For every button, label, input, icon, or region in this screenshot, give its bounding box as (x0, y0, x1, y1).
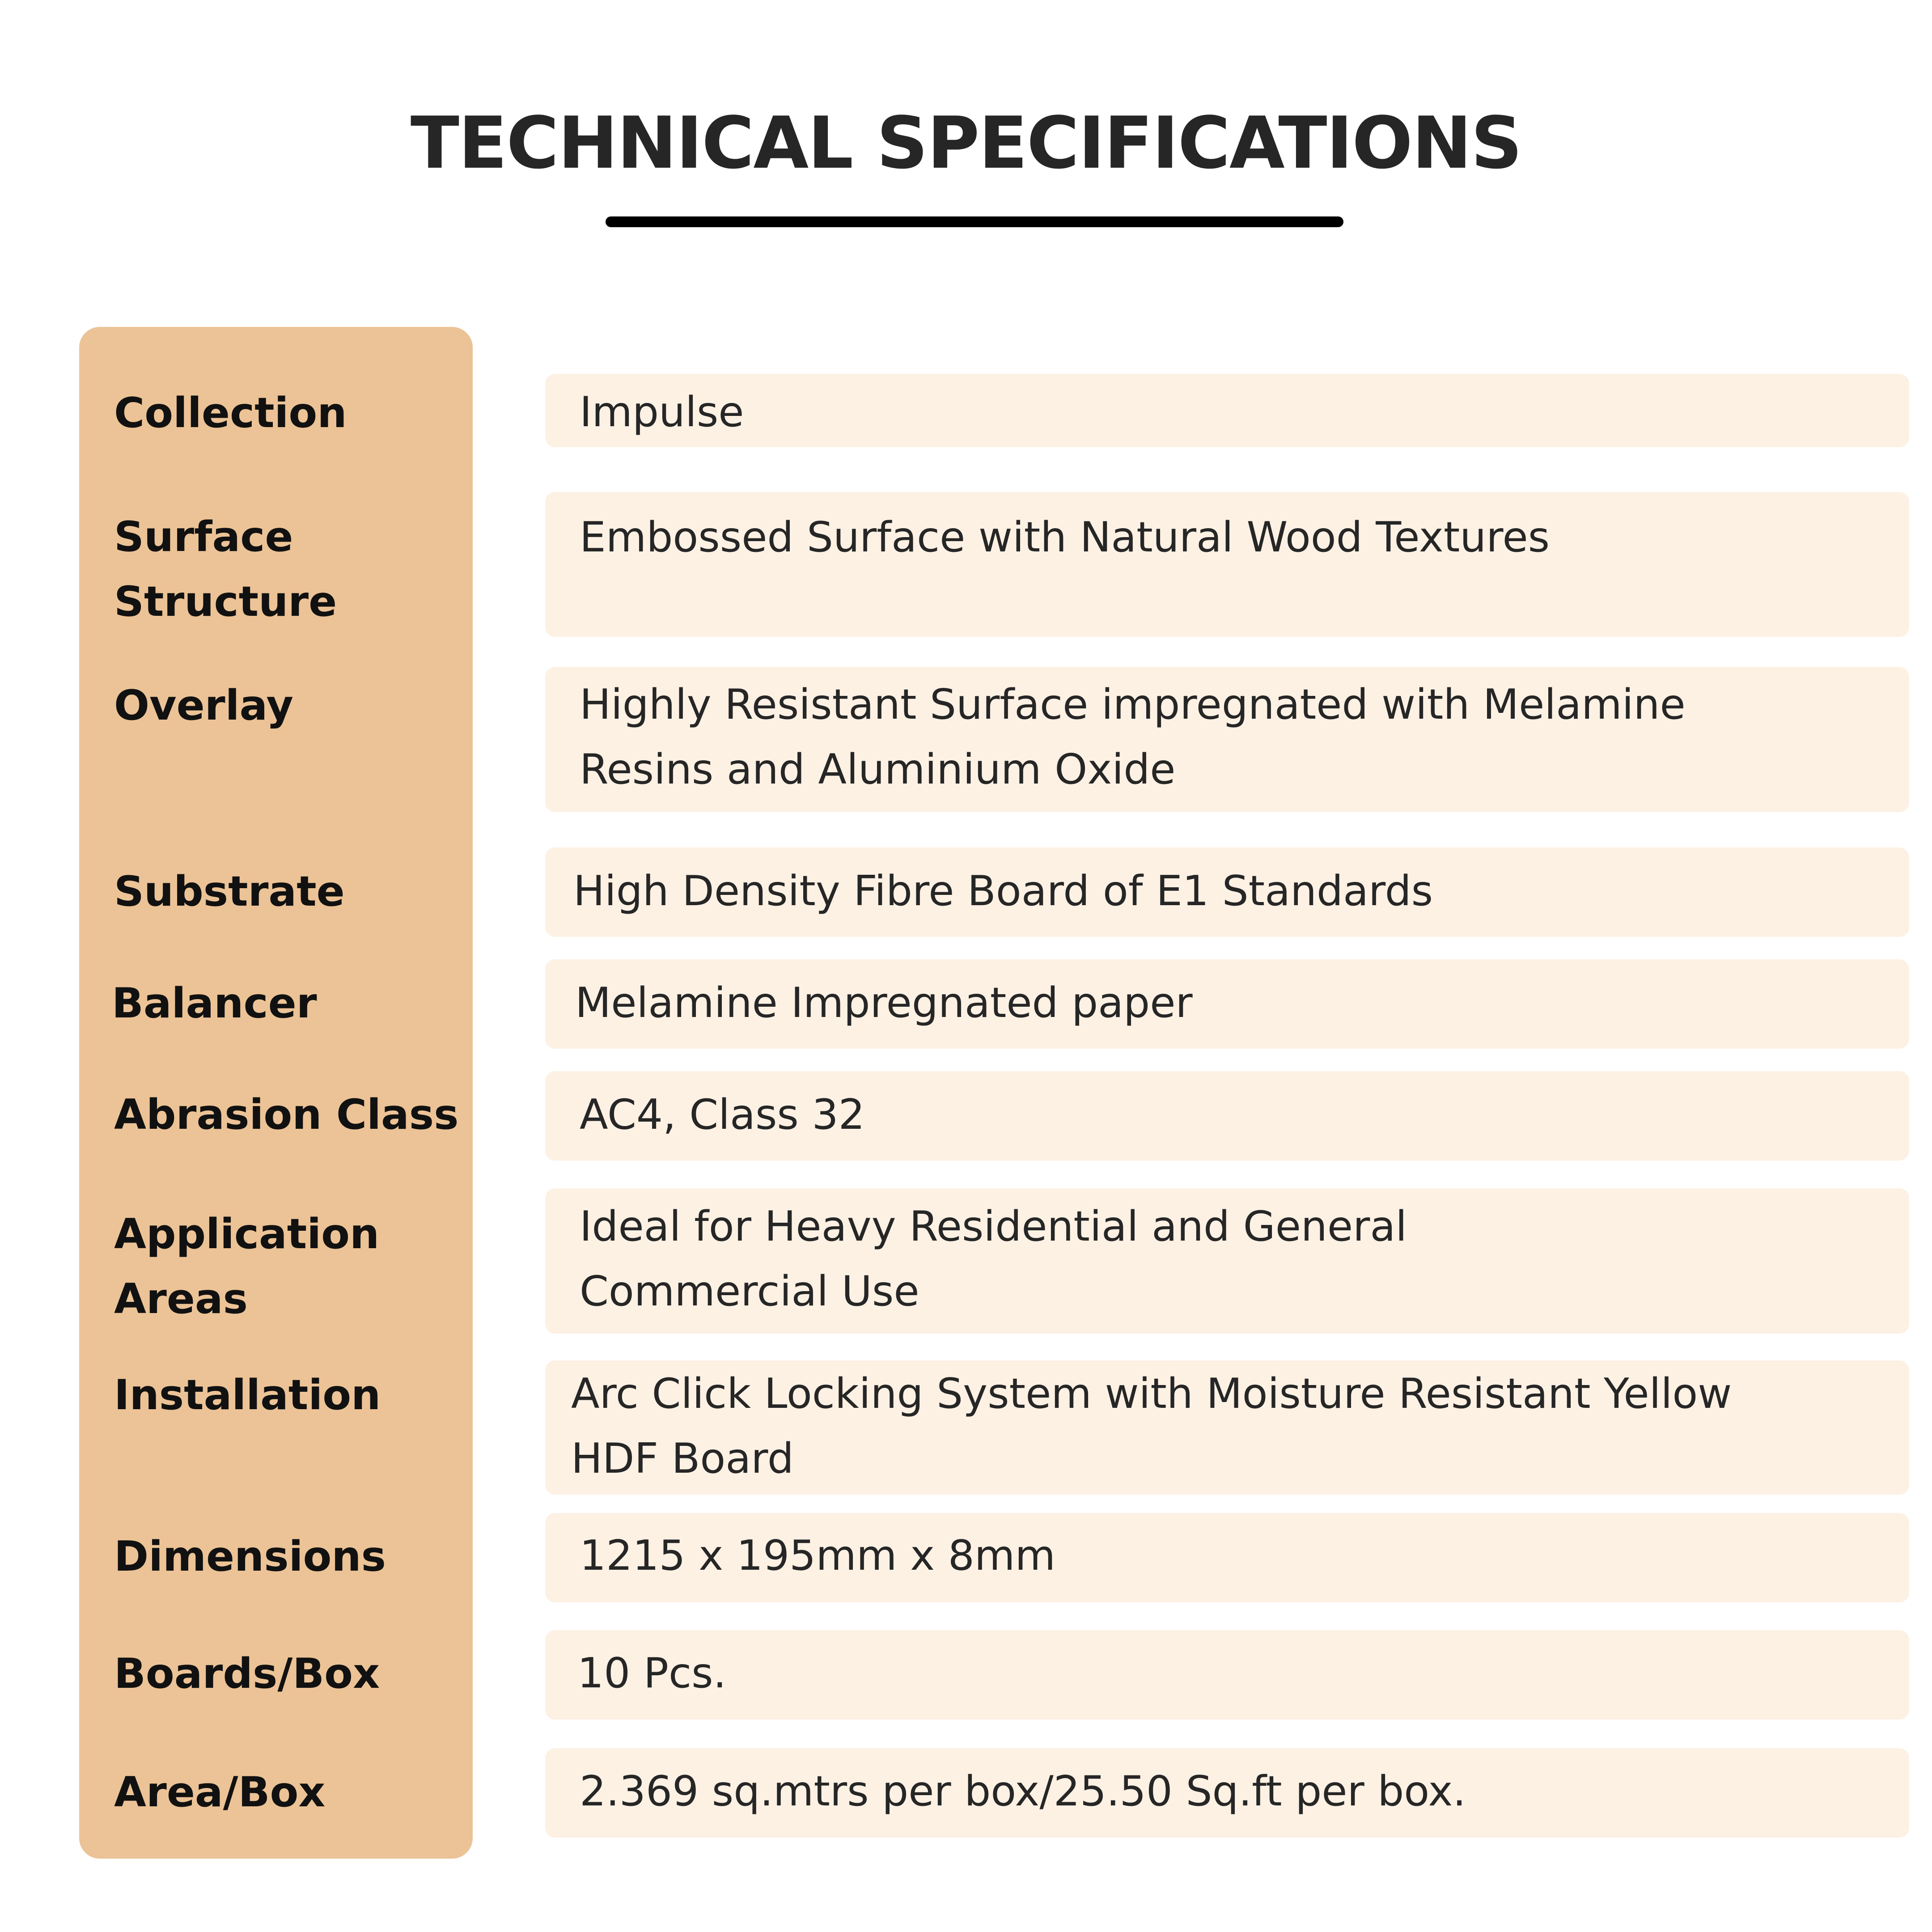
spec-value-abrasion-class: AC4, Class 32 (580, 1090, 865, 1139)
spec-value-application-areas: Ideal for Heavy Residential and General Commercial Use (580, 1202, 1407, 1315)
spec-label-abrasion-class: Abrasion Class (114, 1090, 459, 1139)
title-underline (606, 216, 1343, 227)
spec-label-area-per-box: Area/Box (114, 1768, 326, 1816)
spec-label-balancer: Balancer (112, 979, 317, 1027)
spec-value-boards-per-box: 10 Pcs. (577, 1649, 727, 1697)
page-title: TECHNICAL SPECIFICATIONS (410, 101, 1522, 185)
spec-label-application-areas: Application Areas (114, 1210, 380, 1323)
spec-label-dimensions: Dimensions (114, 1532, 386, 1580)
spec-value-area-per-box: 2.369 sq.mtrs per box/25.50 Sq.ft per box. (580, 1767, 1466, 1815)
spec-label-installation: Installation (114, 1371, 381, 1419)
spec-value-dimensions: 1215 x 195mm x 8mm (580, 1531, 1056, 1580)
spec-value-substrate: High Density Fibre Board of E1 Standards (573, 867, 1433, 915)
spec-label-collection: Collection (114, 389, 347, 437)
spec-label-boards-per-box: Boards/Box (114, 1649, 380, 1698)
spec-label-substrate: Substrate (114, 867, 345, 915)
spec-value-collection: Impulse (580, 388, 744, 436)
spec-value-surface-structure: Embossed Surface with Natural Wood Textures (580, 513, 1550, 561)
spec-value-balancer: Melamine Impregnated paper (575, 979, 1193, 1027)
spec-label-overlay: Overlay (114, 681, 294, 729)
spec-value-overlay: Highly Resistant Surface impregnated with Melamine Resins and Aluminium Oxide (580, 680, 1686, 793)
spec-value-installation: Arc Click Locking System with Moisture Resistant Yellow HDF Board (571, 1369, 1732, 1483)
spec-label-surface-structure: Surface Structure (114, 513, 337, 626)
